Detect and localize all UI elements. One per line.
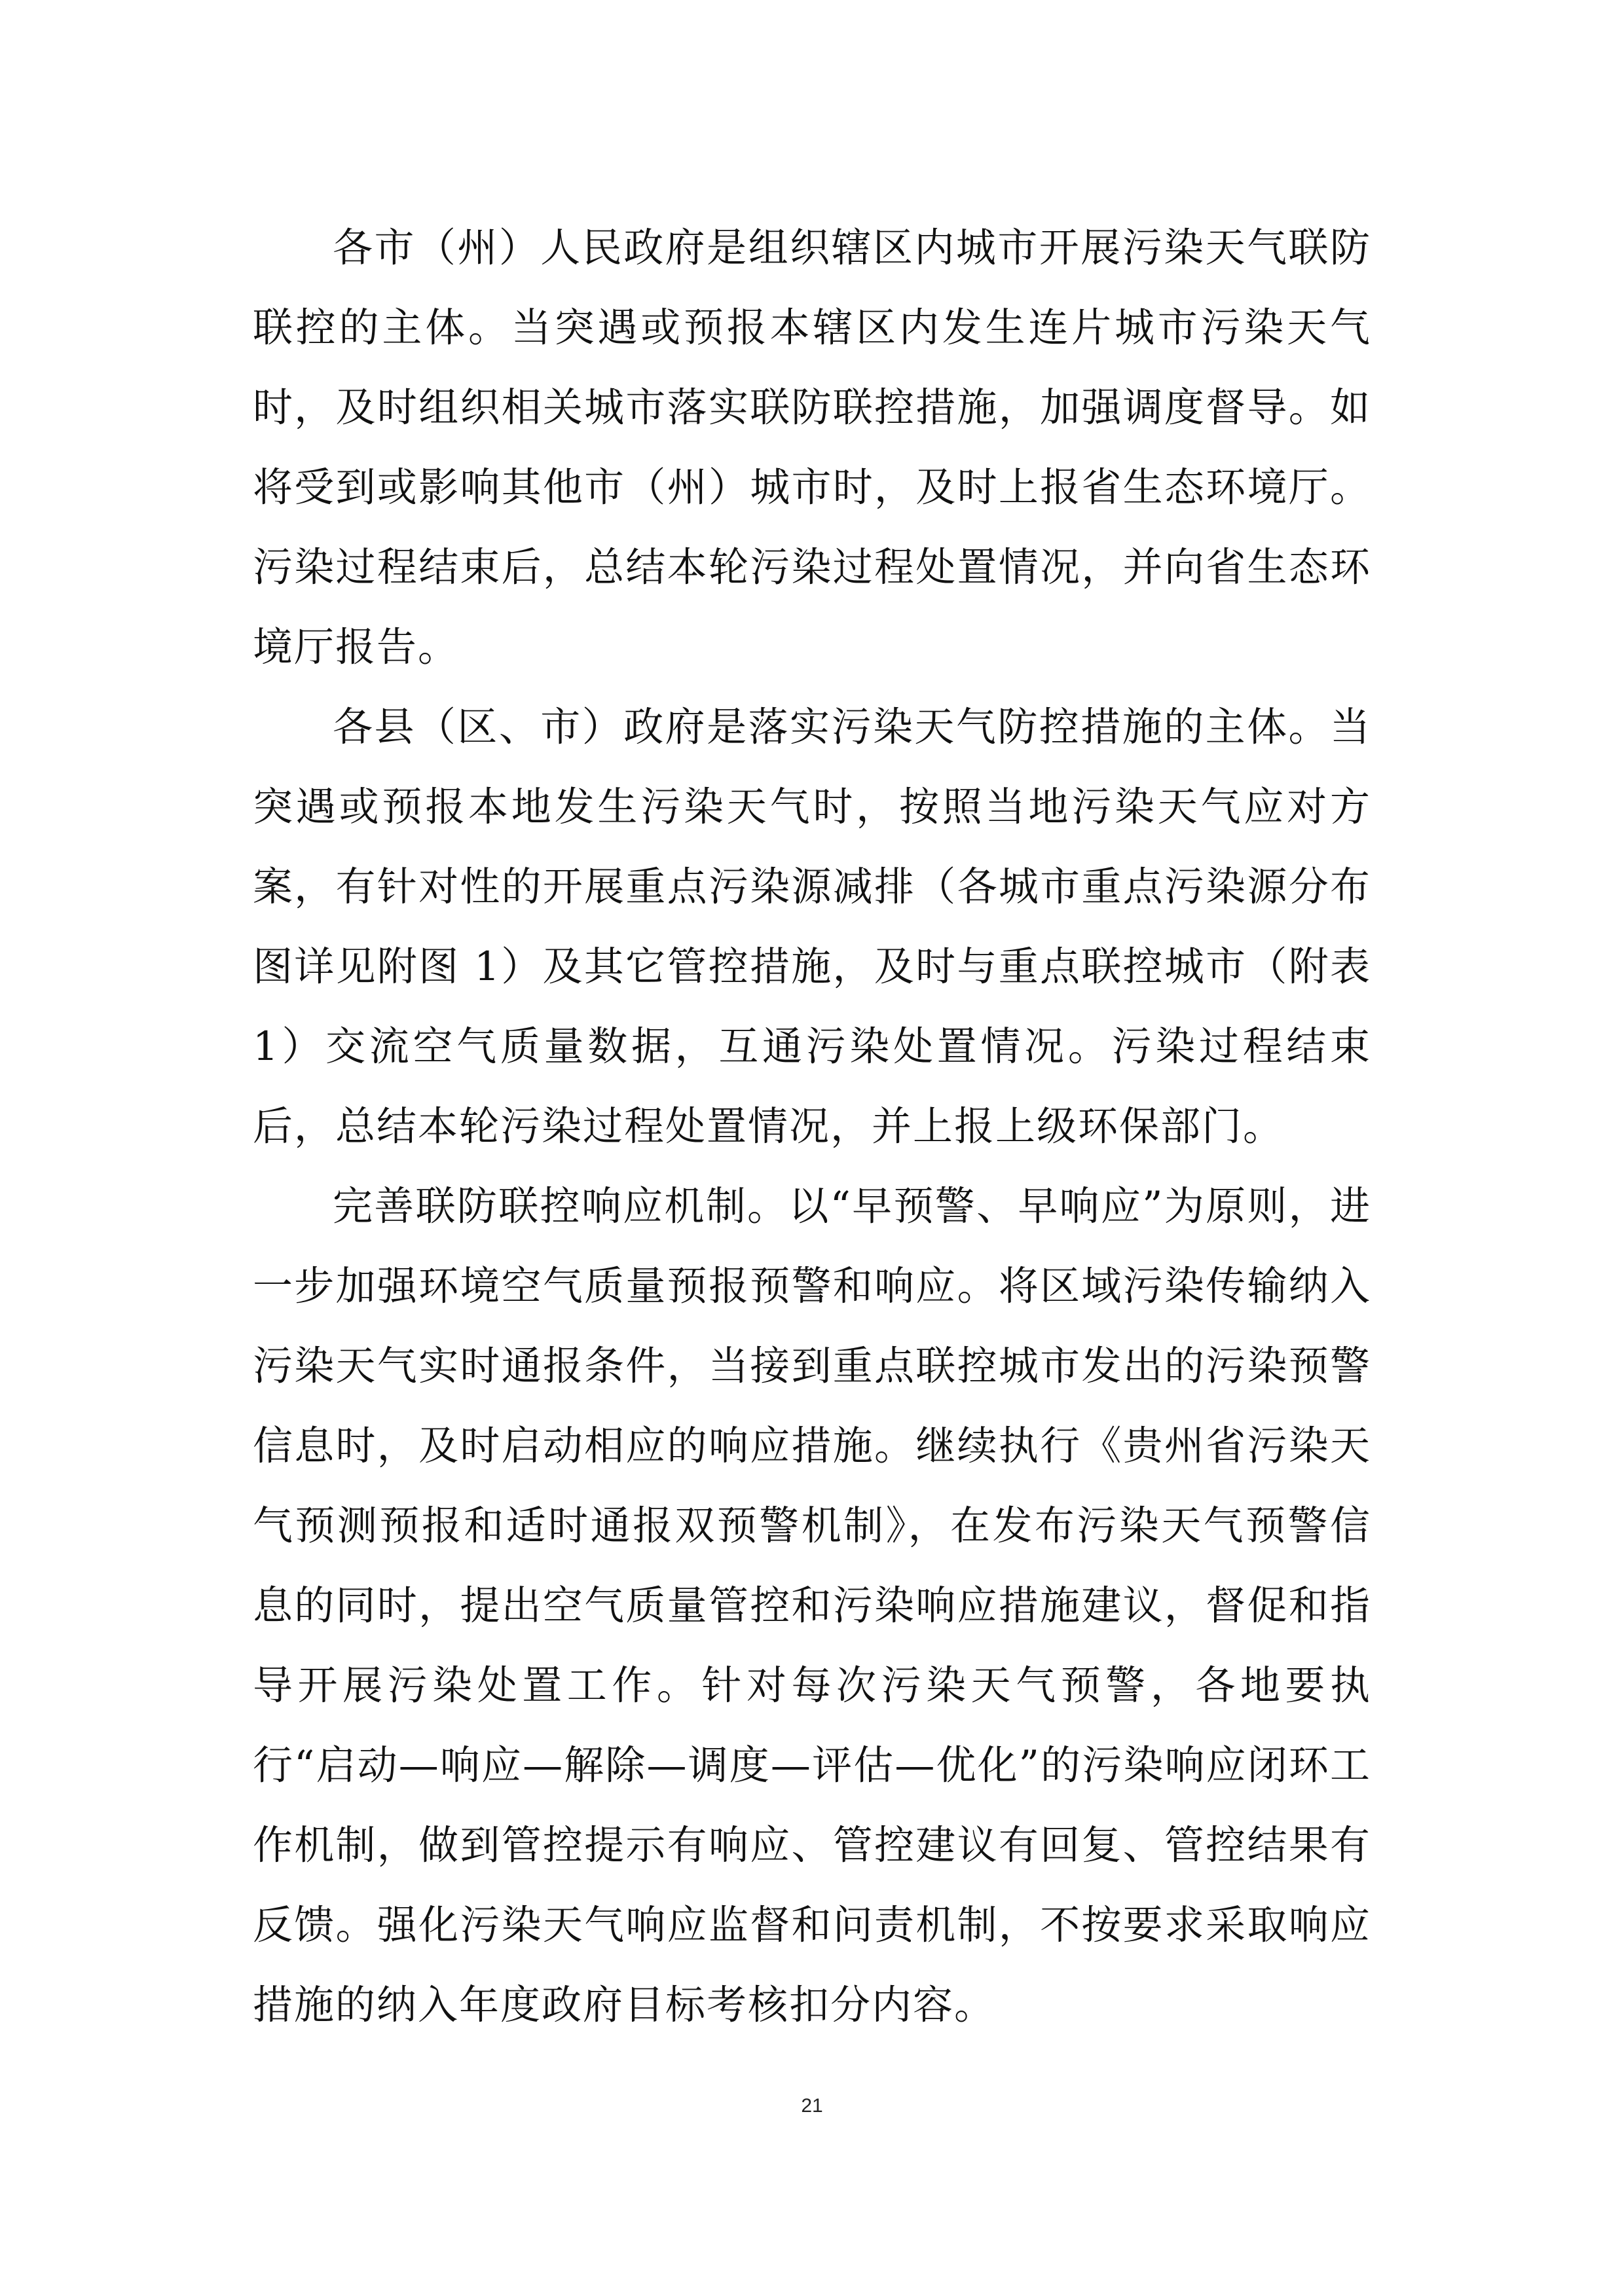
page-number: 21 xyxy=(801,2095,823,2117)
section-heading-response-mechanism: 完善联防联控响应机制。 xyxy=(333,1183,789,1230)
page-body xyxy=(253,208,1371,2045)
paragraph-response-mechanism-body: 以“早预警、早响应”为原则，进一步加强环境空气质量预报预警和响应。将区域污染传输纳入污染天气实时通报条件，当接到重点联控城市发出的污染预警信息时，及时启动相应的响应措施。继续执行《贵州省污染天气预测预报和适时通报双预警机制》，在发布污染天气预警信息的同时，提出空气质量管控和污染响应措施建议，督促和指导开展污染处置工作。针对每次污染天气预警，各地要执行“启动—响应—解除—调度—评估—优化”的污染响应闭环工作机制，做到管控提示有响应、管控建议有回复、管控结果有反馈。强化污染天气响应监督和问责机制，不按要求采取响应措施的纳入年度政府目标考核扣分内容。 xyxy=(253,1183,1371,2028)
paragraph-municipal-responsibility: 各市（州）人民政府是组织辖区内城市开展污染天气联防联控的主体。当突遇或预报本辖区内发生连片城市污染天气时，及时组织相关城市落实联防联控措施，加强调度督导。如将受到或影响其他市（州）城市时，及时上报省生态环境厅。污染过程结束后，总结本轮污染过程处置情况，并向省生态环境厅报告。 xyxy=(253,225,1371,670)
paragraph-response-mechanism xyxy=(253,1167,1371,2045)
paragraph-county-responsibility: 各县（区、市）政府是落实污染天气防控措施的主体。当突遇或预报本地发生污染天气时，按照当地污染天气应对方案，有针对性的开展重点污染源减排（各城市重点污染源分布图详见附图 1）及其它管控措施，及时与重点联控城市（附表 1）交流空气质量数据，互通污染处置情况。污染过程结束后，总结本轮污染过程处置情况，并上报上级环保部门。 xyxy=(253,704,1371,1150)
